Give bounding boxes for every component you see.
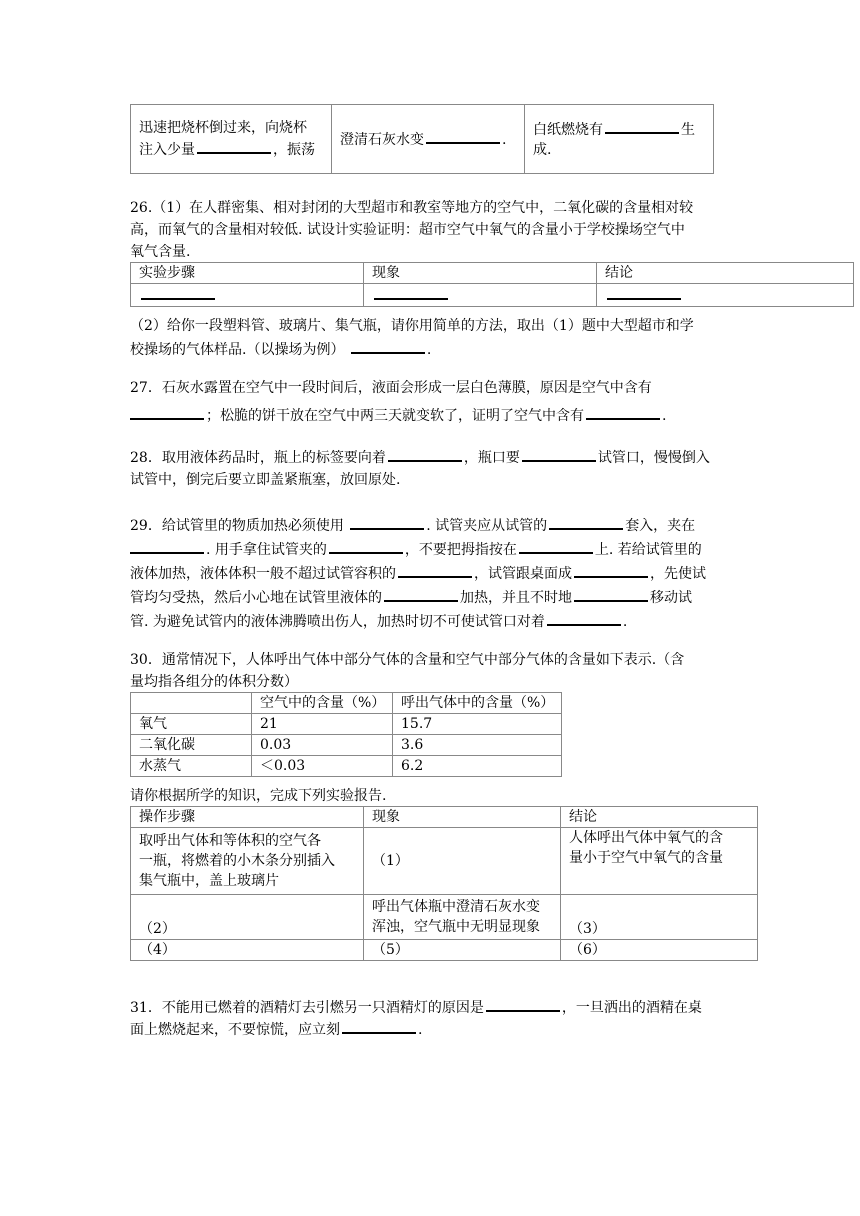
q31-text-2b: . <box>418 1022 423 1038</box>
top-conclusion-a: 白纸燃烧有 <box>533 122 603 138</box>
top-conclusion-b: 生 <box>681 122 695 138</box>
report-r3-conclusion[interactable]: （6） <box>561 940 758 961</box>
q26-header-phenomenon: 现象 <box>364 263 597 284</box>
q27-text-a: ；松脆的饼干放在空气中两三天就变软了，证明了空气中含有 <box>206 408 584 424</box>
gas-exhaled-value: 3.6 <box>393 735 562 756</box>
top-step-line1: 迅速把烧杯倒过来，向烧杯 <box>139 120 307 136</box>
report-r1-step-l1: 取呼出气体和等体积的空气各 <box>139 833 321 849</box>
answer-blank[interactable] <box>607 284 681 300</box>
q29-line2 <box>130 538 702 562</box>
report-r3-step[interactable]: （4） <box>131 940 364 961</box>
answer-blank[interactable] <box>350 514 424 530</box>
q31-line2 <box>130 1018 422 1042</box>
answer-blank[interactable] <box>522 446 596 462</box>
report-header-step: 操作步骤 <box>131 807 364 828</box>
q29-text-5a: 管. 为避免试管内的液体沸腾喷出伤人，加热时切不可使试管口对着 <box>130 614 545 630</box>
q28-text-a: 28．取用液体药品时，瓶上的标签要向着 <box>130 450 386 466</box>
q26-answer-step <box>131 284 364 307</box>
q30-line1: 30．通常情况下，人体呼出气体中部分气体的含量和空气中部分气体的含量如下表示.（含 <box>130 652 685 668</box>
q29-line1 <box>130 514 695 538</box>
answer-blank[interactable] <box>549 514 623 530</box>
gas-content-table <box>130 692 562 777</box>
gas-air-value: 21 <box>252 714 393 735</box>
answer-blank[interactable] <box>351 338 425 354</box>
q29-text-5b: . <box>622 614 628 630</box>
q29-text-2c: 上. 若给试管里的 <box>594 542 702 558</box>
top-conclusion-c: 成. <box>533 142 552 158</box>
q29-text-3c: ，先使试 <box>650 566 706 582</box>
top-phenomenon-cell <box>332 105 525 174</box>
q26-table <box>130 262 854 307</box>
q26-answer-phenomenon <box>364 284 597 307</box>
q26-header-conclusion: 结论 <box>597 263 854 284</box>
report-r2-conclusion[interactable]: （3） <box>561 895 758 940</box>
answer-blank[interactable] <box>574 562 648 578</box>
gas-exhaled-value: 6.2 <box>393 756 562 777</box>
q26-part2-text: 校操场的气体样品.（以操场为例） <box>130 342 345 358</box>
top-step-cell <box>131 105 332 174</box>
answer-blank[interactable] <box>130 538 204 554</box>
answer-blank[interactable] <box>197 138 271 154</box>
q31-text-2a: 面上燃烧起来，不要惊慌，应立刻 <box>130 1022 340 1038</box>
answer-blank[interactable] <box>141 284 215 300</box>
q30-line2: 量均指各组分的体积分数） <box>130 674 298 690</box>
q31-text-1b: ，一旦洒出的酒精在桌 <box>561 1000 702 1016</box>
q26-part2-line1: （2）给你一段塑料管、玻璃片、集气瓶，请你用简单的方法，取出（1）题中大型超市和学 <box>130 318 694 334</box>
q29-text-1b: . 试管夹应从试管的 <box>426 518 548 534</box>
q27-line1: 27．石灰水露置在空气中一段时间后，液面会形成一层白色薄膜，原因是空气中含有 <box>130 380 652 396</box>
q26-line3: 氧气含量. <box>130 244 191 260</box>
report-header-phenomenon: 现象 <box>364 807 561 828</box>
answer-blank[interactable] <box>130 404 204 420</box>
q31-line1 <box>130 996 702 1020</box>
q26-answer-conclusion <box>597 284 854 307</box>
gas-header-exhaled: 呼出气体中的含量（%） <box>393 693 562 714</box>
gas-header-blank <box>131 693 252 714</box>
answer-blank[interactable] <box>486 996 560 1012</box>
q29-line4 <box>130 586 692 610</box>
q29-text-1a: 29．给试管里的物质加热必须使用 <box>130 518 344 534</box>
answer-blank[interactable] <box>605 118 679 134</box>
gas-exhaled-value: 15.7 <box>393 714 562 735</box>
top-phenomenon-b: . <box>502 132 507 148</box>
answer-blank[interactable] <box>574 586 648 602</box>
top-phenomenon-a: 澄清石灰水变 <box>340 132 424 148</box>
report-r1-step <box>131 828 364 895</box>
q26-line2: 高，而氧气的含量相对较低. 试设计实验证明：超市空气中氧气的含量小于学校操场空气中 <box>130 222 685 238</box>
gas-name: 水蒸气 <box>131 756 252 777</box>
answer-blank[interactable] <box>398 562 472 578</box>
answer-blank[interactable] <box>547 610 621 626</box>
q27-text-b: . <box>662 408 667 424</box>
report-r1-phenomenon[interactable]: （1） <box>364 828 561 895</box>
answer-blank[interactable] <box>519 538 593 554</box>
report-r1-step-l2: 一瓶，将燃着的小木条分别插入 <box>139 853 335 869</box>
gas-name: 二氧化碳 <box>131 735 252 756</box>
top-step-line2b: ，振荡 <box>273 142 315 158</box>
q28-line1 <box>130 446 710 470</box>
answer-blank[interactable] <box>374 284 448 300</box>
report-r1-step-l3: 集气瓶中，盖上玻璃片 <box>139 873 279 889</box>
report-r2-phen-l1: 呼出气体瓶中澄清石灰水变 <box>372 899 540 915</box>
answer-blank[interactable] <box>342 1018 416 1034</box>
answer-blank[interactable] <box>586 404 660 420</box>
answer-blank[interactable] <box>329 538 403 554</box>
q26-line1: 26.（1）在人群密集、相对封闭的大型超市和教室等地方的空气中，二氧化碳的含量相对较 <box>130 200 694 216</box>
q29-text-4a: 管均匀受热，然后小心地在试管里液体的 <box>130 590 382 606</box>
answer-blank[interactable] <box>388 446 462 462</box>
q27-line2 <box>130 404 666 428</box>
q29-line5 <box>130 610 627 634</box>
q29-text-2a: . 用手拿住试管夹的 <box>206 542 327 558</box>
q26-part2-end: . <box>426 342 432 358</box>
q29-text-3b: ，试管跟桌面成 <box>474 566 572 582</box>
q29-line3 <box>130 562 706 586</box>
q26-part2-line2 <box>130 338 431 362</box>
report-r1-conclusion <box>561 828 758 895</box>
q29-text-3a: 液体加热，液体体积一般不超过试管容积的 <box>130 566 396 582</box>
experiment-report-table <box>130 806 758 961</box>
q29-text-4b: 加热，并且不时地 <box>460 590 572 606</box>
answer-blank[interactable] <box>426 128 500 144</box>
report-r2-step[interactable]: （2） <box>131 895 364 940</box>
q26-header-step: 实验步骤 <box>131 263 364 284</box>
q31-text-1a: 31．不能用已燃着的酒精灯去引燃另一只酒精灯的原因是 <box>130 1000 484 1016</box>
q29-text-4c: 移动试 <box>650 590 692 606</box>
q29-text-2b: ，不要把拇指按在 <box>404 542 517 558</box>
gas-header-air: 空气中的含量（%） <box>252 693 393 714</box>
gas-air-value: 0.03 <box>252 735 393 756</box>
q30-prompt: 请你根据所学的知识，完成下列实验报告. <box>130 788 387 804</box>
report-r1-concl-l1: 人体呼出气体中氧气的含 <box>569 830 723 846</box>
report-r1-concl-l2: 量小于空气中氧气的含量 <box>569 850 723 866</box>
q29-text-1c: 套入，夹在 <box>625 518 696 534</box>
top-conclusion-cell <box>525 105 714 174</box>
gas-name: 氧气 <box>131 714 252 735</box>
q28-line2: 试管中，倒完后要立即盖紧瓶塞，放回原处. <box>130 472 401 488</box>
report-r2-phenomenon <box>364 895 561 940</box>
gas-air-value: ＜0.03 <box>252 756 393 777</box>
q28-text-c: 试管口，慢慢倒入 <box>597 450 710 466</box>
q28-text-b: ，瓶口要 <box>463 450 520 466</box>
report-header-conclusion: 结论 <box>561 807 758 828</box>
answer-blank[interactable] <box>384 586 458 602</box>
top-step-line2a: 注入少量 <box>139 142 195 158</box>
report-r2-phen-l2: 浑浊，空气瓶中无明显现象 <box>372 919 540 935</box>
report-r3-phenomenon[interactable]: （5） <box>364 940 561 961</box>
top-experiment-table <box>130 104 714 174</box>
